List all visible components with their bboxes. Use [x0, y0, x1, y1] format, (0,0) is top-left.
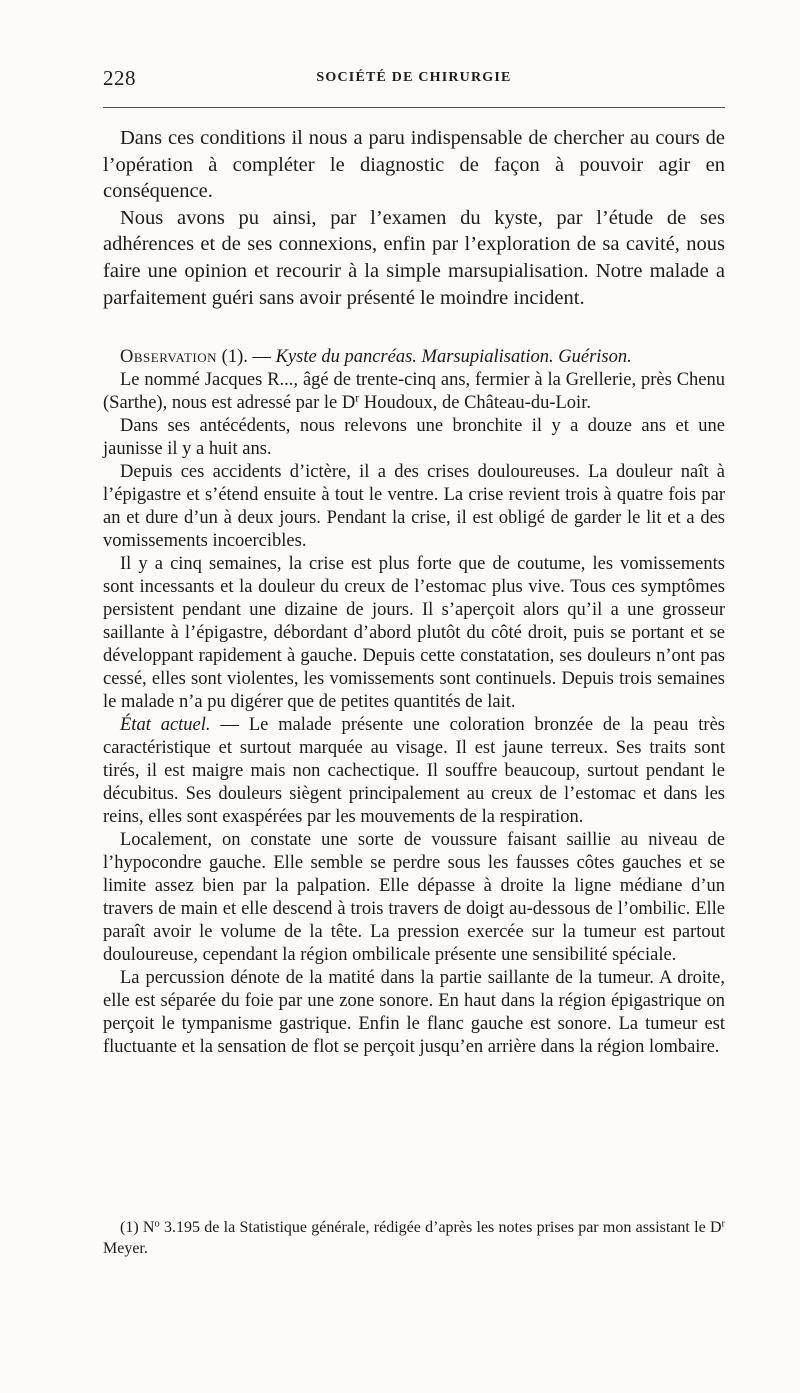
heading-dash: — — [252, 347, 271, 367]
paragraph: Il y a cinq semaines, la crise est plus forte que de coutume, les vomissements sont incessants et la douleur du creux de l’estomac plus vive. Tous ces symptômes persistent pendant une dizaine de jours. Il s’aperçoit alors qu’il a une grosseur saillante à l’épigastre, débordant d’abord plutôt du côté droit, puis se portant et se développant rapidement à gauche. Depuis cette constatation, ses douleurs n’ont pas cessé, elles sont violentes, les vomissements sont continuels. Depuis trois semaines le malade n’a pu digérer que de petites quantités de lait. — [103, 554, 725, 712]
header-rule — [103, 107, 725, 108]
page-header — [103, 66, 725, 96]
paragraph: Dans ses antécédents, nous relevons une bronchite il y a douze ans et une jaunisse il y a huit ans. — [103, 416, 725, 459]
observation-section — [103, 346, 725, 1059]
paragraph-text: Houdoux, de Château-du-Loir. — [359, 393, 591, 413]
paragraph: La percussion dénote de la matité dans la partie saillante de la tumeur. A droite, elle est séparée du foie par une zone sonore. En haut dans la région épigastrique on perçoit le tympanisme gastrique. Enfin le flanc gauche est sonore. La tumeur est fluctuante et la sensation de flot se perçoit jusqu’en arrière dans la région lombaire. — [103, 968, 725, 1057]
paragraph: Nous avons pu ainsi, par l’examen du kyste, par l’étude de ses adhérences et de ses connexions, enfin par l’exploration de sa cavité, nous faire une opinion et recourir à la simple marsupialisation. Notre malade a parfaitement guéri sans avoir présenté le moindre incident. — [103, 206, 725, 309]
footnote-reference[interactable]: (1). — [221, 347, 248, 367]
footnote — [103, 1217, 725, 1259]
superscript: r — [355, 390, 360, 405]
observation-title: Kyste du pancréas. Marsupialisation. Guérison. — [275, 347, 632, 367]
main-text — [103, 125, 725, 311]
paragraph-text: Le nommé Jacques R..., âgé de trente-cinq ans, fermier à la Grellerie, près Chenu (Sarthe), nous est adressé par le D — [103, 370, 725, 413]
observation-heading — [103, 346, 725, 369]
paragraph-text: Le malade présente une coloration bronzée de la peau très caractéristique et surtout marquée au visage. Il est jaune terreux. Ses traits sont tirés, il est maigre mais non cachectique. Il souffre beaucoup, surtout pendant le décubitus. Ses douleurs siègent principalement au creux de l’estomac et dans les reins, elles sont exaspérées par les mouvements de la respiration. — [103, 715, 725, 827]
label-dash: — — [210, 715, 249, 735]
paragraph — [103, 369, 725, 415]
observation-label: Observation — [120, 347, 218, 367]
footnote-text — [103, 1217, 725, 1259]
paragraph: Depuis ces accidents d’ictère, il a des crises douloureuses. La douleur naît à l’épigastre et s’étend ensuite à tout le ventre. La crise revient trois à quatre fois par an et dure d’un à deux jours. Pendant la crise, il est obligé de garder le lit et a des vomissements incoercibles. — [103, 462, 725, 551]
page-number: 228 — [103, 66, 136, 90]
paragraph: Dans ces conditions il nous a paru indispensable de chercher au cours de l’opération à compléter le diagnostic de façon à pouvoir agir en conséquence. — [103, 127, 725, 203]
paragraph — [103, 714, 725, 829]
section-label: État actuel. — [120, 715, 211, 735]
superscript: o — [154, 1218, 160, 1230]
footnote-part: Meyer. — [103, 1240, 148, 1257]
footnote-part: (1) N — [120, 1219, 155, 1236]
footnote-part: 3.195 de la Statistique générale, rédigée d’après les notes prises par mon assistant le D — [159, 1219, 722, 1236]
paragraph: Localement, on constate une sorte de voussure faisant saillie au niveau de l’hypocondre gauche. Elle semble se perdre sous les fausses côtes gauches et se limite assez bien par la palpation. Elle dépasse à droite la ligne médiane d’un travers de main et elle descend à trois travers de doigt au-dessous de l’ombilic. Elle paraît avoir le volume de la tête. La pression exercée sur la tumeur est partout douloureuse, cependant la région ombilicale présente une sensibilité spéciale. — [103, 830, 725, 965]
running-title: SOCIÉTÉ DE CHIRURGIE — [316, 70, 512, 85]
superscript: r — [721, 1218, 725, 1230]
